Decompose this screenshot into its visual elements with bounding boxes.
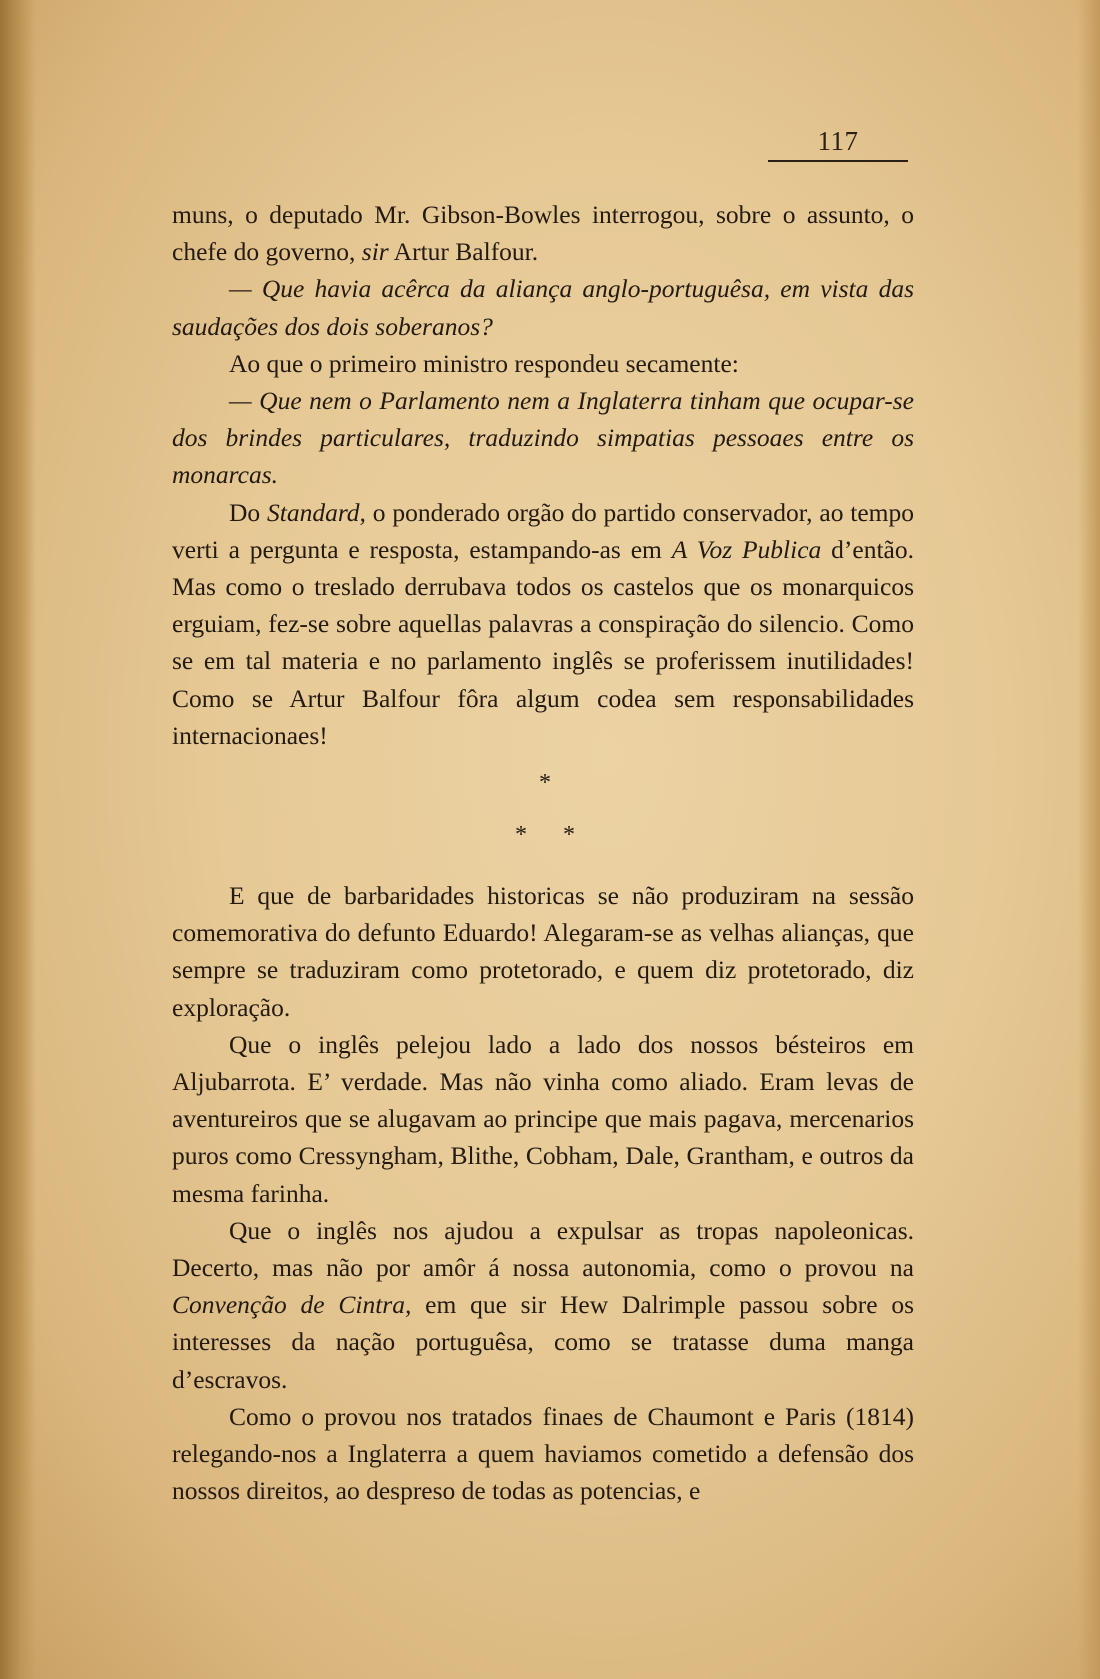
text-run: Ao que o primeiro ministro respondeu secamente:	[229, 348, 739, 378]
text-run: d’então. Mas como o treslado derrubava todos os castelos que os monarquicos erguiam, fez-se sobre aquellas palavras a conspiração do silencio. Como se em tal materia e no parlamento inglês se proferissem inutilidades! Como se Artur Balfour fôra algum codea sem responsabilidades internacionaes!	[172, 534, 914, 750]
text-run: Artur Balfour.	[388, 237, 539, 267]
text-run: Que o inglês pelejou lado a lado dos nossos bésteiros em Aljubarrota. E’ verdade. Mas não vinha como aliado. Eram levas de aventureiros que se alugavam ao principe que mais pagava, mercenarios puros como Cressyngham, Blithe, Cobham, Dale, Grantham, e outros da mesma farinha.	[172, 1029, 914, 1208]
text-run: Como o provou nos tratados finaes de Chaumont e Paris (1814) relegando-nos a Inglaterra a quem haviamos cometido a defensão dos nossos direitos, ao despreso de todas as potencias, e	[172, 1401, 914, 1506]
text-run: Do	[229, 497, 267, 527]
paragraph	[172, 270, 914, 344]
text-run: Que o inglês nos ajudou a expulsar as tropas napoleonicas. Decerto, mas não por amôr á nossa autonomia, como o provou na	[172, 1215, 914, 1283]
paragraph	[172, 1212, 914, 1398]
section-separator-top: *	[539, 770, 551, 796]
text-run: E que de barbaridades historicas se não produziram na sessão comemorativa do defunto Eduardo! Alegaram-se as velhas alianças, que sempre se traduziram como protetorado, e quem diz protetorado, diz exploração.	[172, 881, 914, 1022]
paragraph	[172, 196, 914, 270]
text-run: o ponderado orgão do partido conservador, ao tempo verti a pergunta e resposta, estampando-as em	[172, 497, 914, 564]
text-block-upper	[172, 196, 914, 754]
italic-text: Standard,	[267, 497, 366, 527]
text-run: muns, o deputado Mr. Gibson-Bowles interrogou, sobre o assunto, o chefe do governo,	[172, 200, 914, 267]
text-block-lower	[172, 877, 914, 1509]
paragraph	[172, 877, 914, 1026]
paragraph	[172, 494, 914, 754]
italic-text: — Que havia acêrca da aliança anglo-portuguêsa, em vista das saudações dos dois soberanos?	[172, 274, 914, 341]
italic-text: A Voz Publica	[671, 534, 822, 564]
italic-text: — Que nem o Parlamento nem a Inglaterra tinham que ocupar-se dos brindes particulares, traduzindo simpatias pessoaes entre os monarcas.	[172, 386, 914, 490]
paragraph	[172, 382, 914, 494]
paragraph	[172, 1026, 914, 1212]
italic-text: Convenção de Cintra,	[172, 1290, 412, 1320]
section-separator-bottom: * *	[515, 822, 575, 848]
page-number: 117	[817, 126, 859, 156]
text-run: em que sir Hew Dalrimple passou sobre os interesses da nação portuguêsa, como se tratasse duma manga d’escravos.	[172, 1290, 914, 1394]
paragraph	[172, 345, 914, 382]
header-rule	[768, 160, 908, 162]
italic-text: sir	[361, 237, 389, 267]
paragraph	[172, 1398, 914, 1510]
